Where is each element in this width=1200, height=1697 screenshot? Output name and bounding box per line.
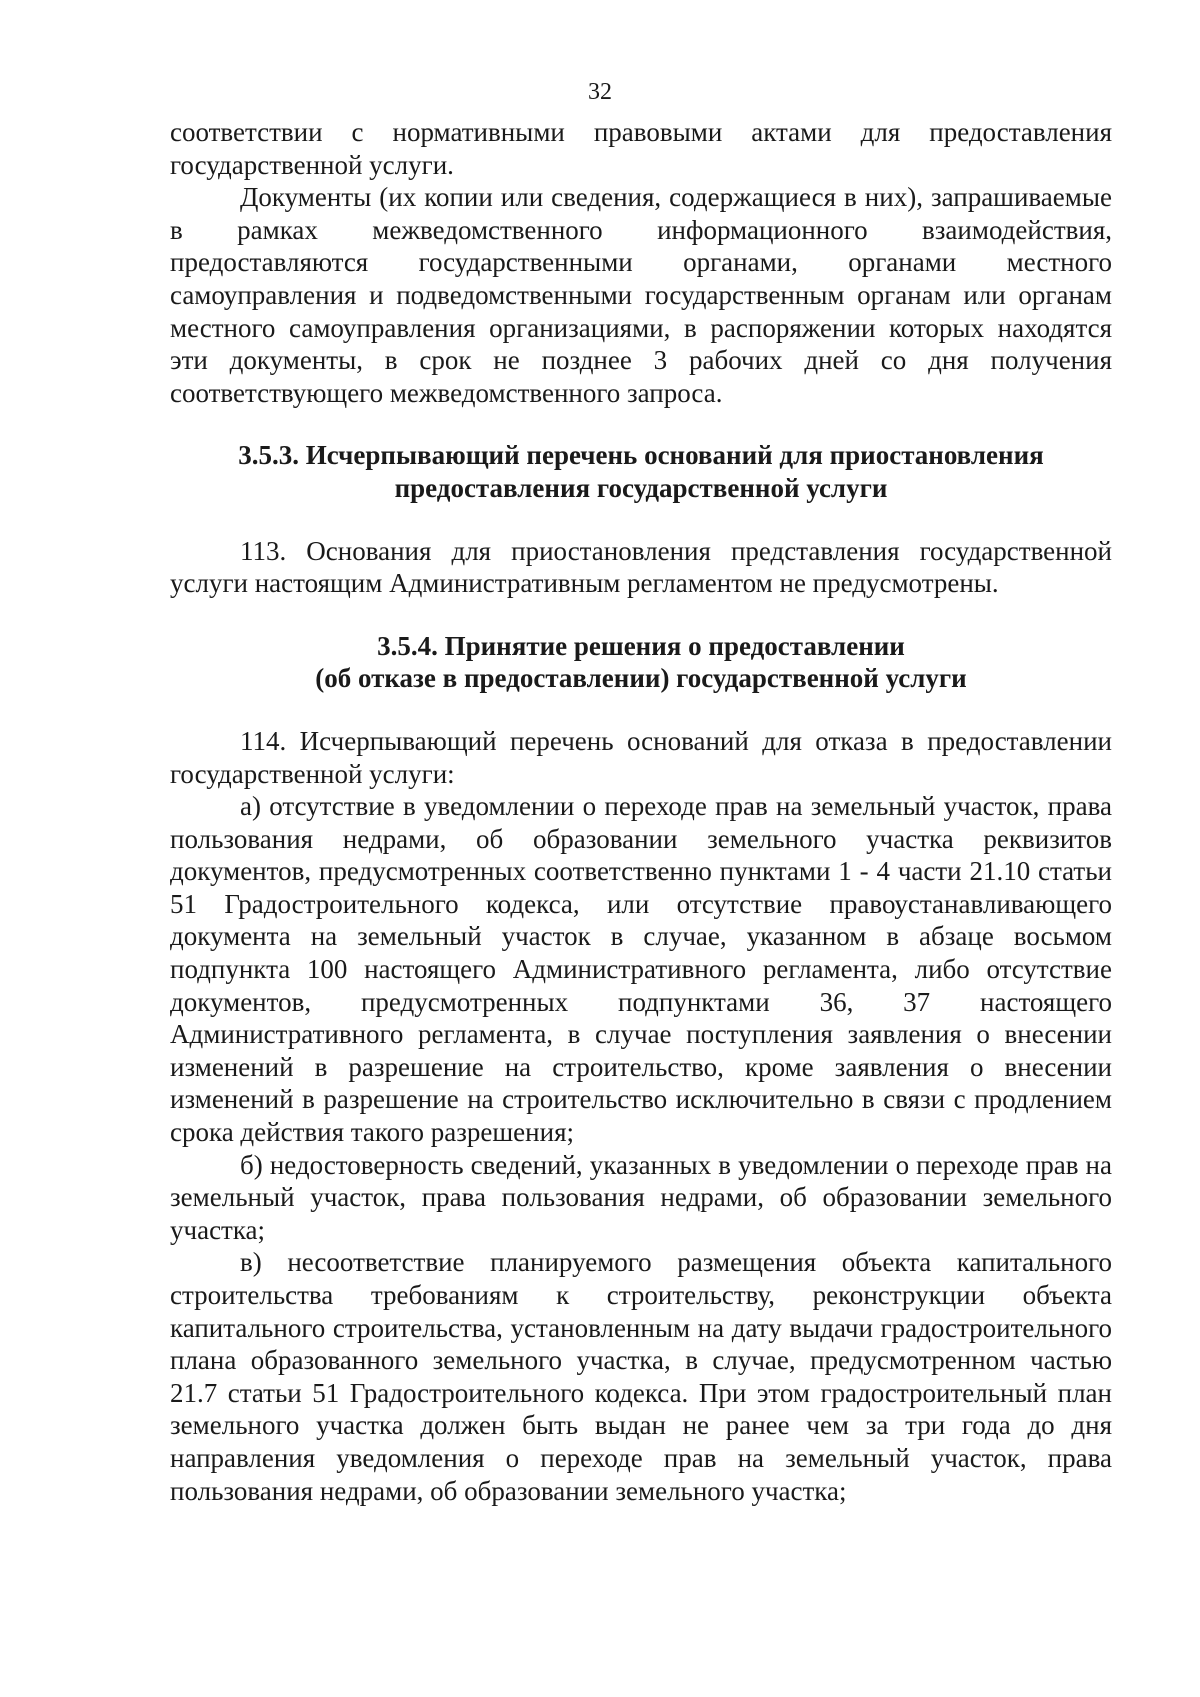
paragraph-continuation: соответствии с нормативными правовыми актами для предоставления государственной услуги. bbox=[170, 117, 1112, 180]
paragraph-114-b: б) недостоверность сведений, указанных в уведомлении о переходе прав на земельный участок, права пользования недрами, об образовании земельного участка; bbox=[170, 1149, 1112, 1245]
page-number: 32 bbox=[588, 79, 612, 105]
section-heading-3-5-4 bbox=[170, 630, 1112, 695]
spacer bbox=[170, 409, 1112, 439]
section-heading-3-5-4-line1: 3.5.4. Принятие решения о предоставлении bbox=[377, 630, 905, 661]
paragraph-113: 113. Основания для приостановления представления государственной услуги настоящим Административным регламентом не предусмотрены. bbox=[170, 535, 1112, 599]
spacer bbox=[170, 600, 1112, 630]
section-heading-3-5-4-line2: (об отказе в предоставлении) государственной услуги bbox=[315, 663, 967, 694]
paragraph-documents: Документы (их копии или сведения, содержащиеся в них), запрашиваемые в рамках межведомственного информационного взаимодействия, предоставляются государственными органами, органами местного самоуправления и подведомственными государственным органам или органам местного самоуправления организациями, в распоряжении которых находятся эти документы, в срок не позднее 3 рабочих дней со дня получения соответствующего межведомственного запроса. bbox=[170, 182, 1112, 408]
paragraph-114-v: в) несоответствие планируемого размещения объекта капитального строительства требованиям к строительству, реконструкции объекта капитального строительства, установленным на дату выдачи градостроительного плана образованного земельного участка, в случае, предусмотренном частью 21.7 статьи 51 Градостроительного кодекса. При этом градостроительный план земельного участка должен быть выдан не ранее чем за три года до дня направления уведомления о переходе прав на земельный участок, права пользования недрами, об образовании земельного участка; bbox=[170, 1247, 1112, 1506]
document-body bbox=[170, 116, 1112, 1507]
section-heading-3-5-3-line1: 3.5.3. Исчерпывающий перечень оснований для приостановления bbox=[238, 440, 1044, 471]
spacer bbox=[170, 695, 1112, 725]
section-heading-3-5-3-line2: предоставления государственной услуги bbox=[394, 472, 888, 503]
paragraph-114-a: а) отсутствие в уведомлении о переходе прав на земельный участок, права пользования недрами, об образовании земельного участка реквизитов документов, предусмотренных соответственно пунктами 1 - 4 части 21.10 статьи 51 Градостроительного кодекса, или отсутствие правоустанавливающего документа на земельный участок в случае, указанном в абзаце восьмом подпункта 100 настоящего Административного регламента, либо отсутствие документов, предусмотренных подпунктами 36, 37 настоящего Административного регламента, в случае поступления заявления о внесении изменений в разрешение на строительство, кроме заявления о внесении изменений в разрешение на строительство исключительно в связи с продлением срока действия такого разрешения; bbox=[170, 791, 1112, 1148]
spacer bbox=[170, 505, 1112, 535]
section-heading-3-5-3 bbox=[170, 439, 1112, 504]
paragraph-114: 114. Исчерпывающий перечень оснований для отказа в предоставлении государственной услуги: bbox=[170, 725, 1112, 789]
